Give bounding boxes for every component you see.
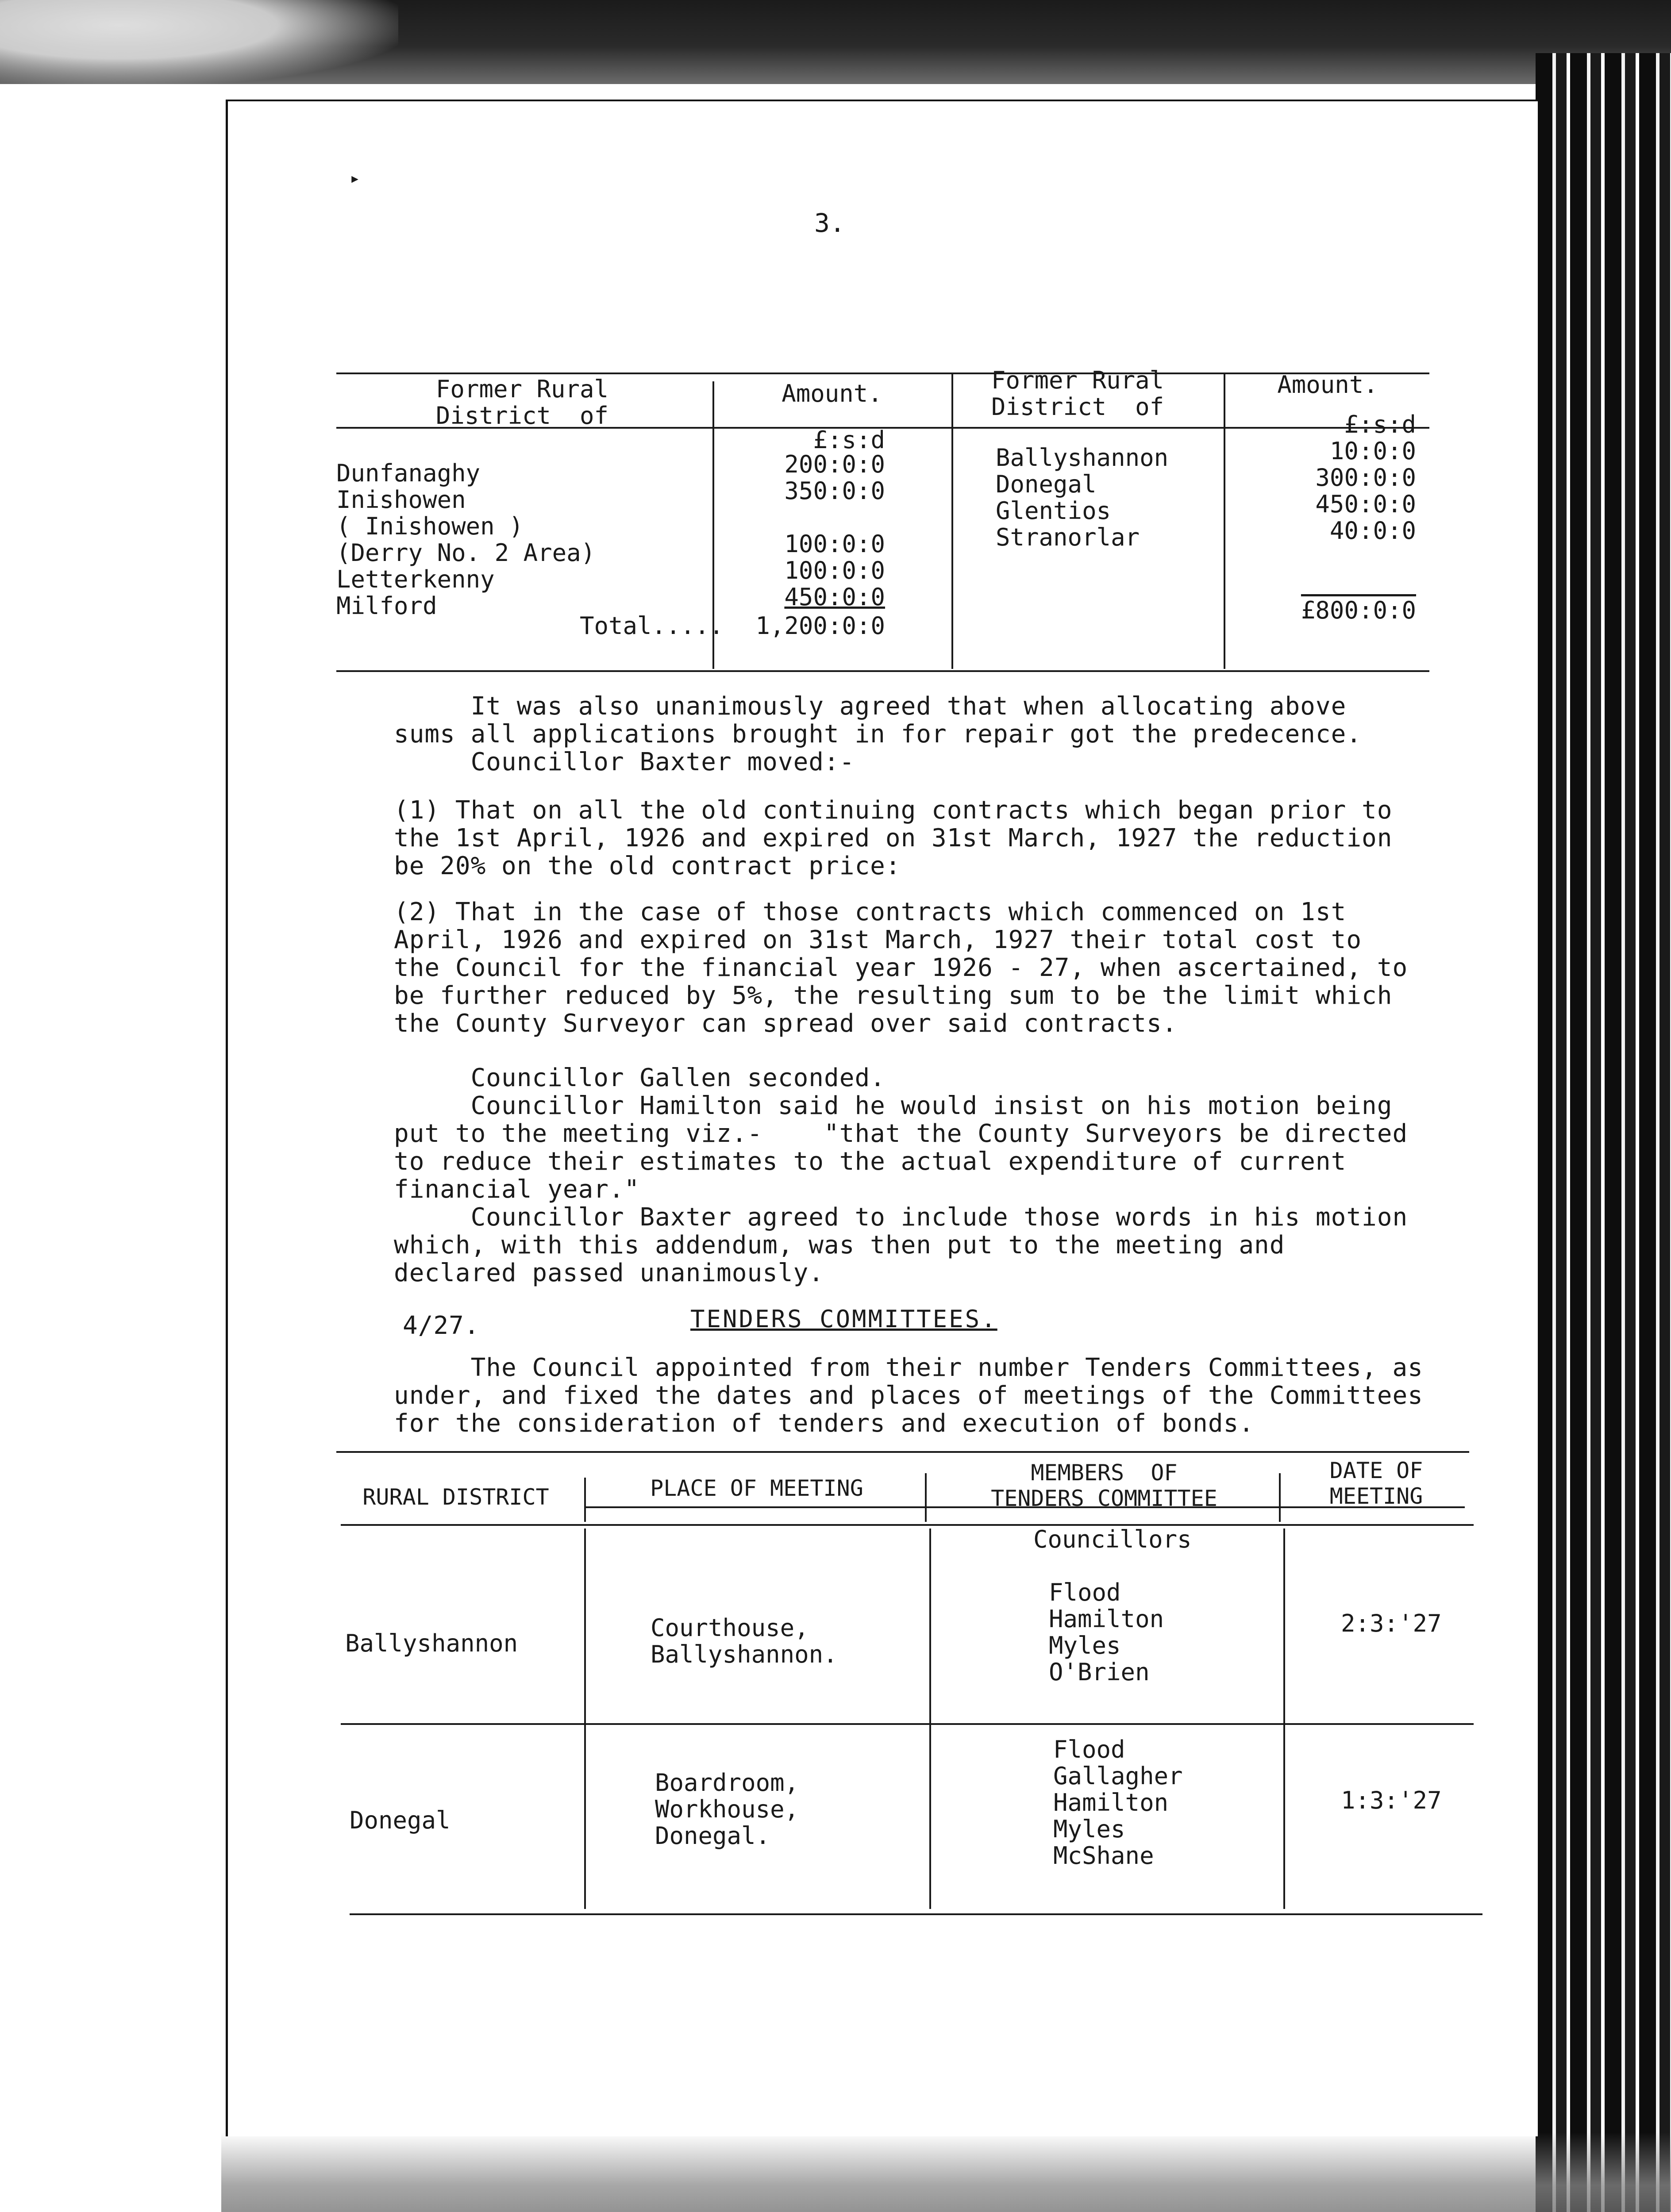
header-date-of-meeting: DATE OF MEETING <box>1329 1458 1423 1509</box>
header-rural-district: RURAL DISTRICT <box>362 1484 549 1510</box>
district-name: Stranorlar <box>996 523 1140 551</box>
column-divider <box>1279 1473 1281 1522</box>
column-divider <box>951 373 953 669</box>
row-place: Boardroom, Workhouse, Donegal. <box>655 1769 799 1850</box>
amount-value: 100:0:0 <box>784 557 885 584</box>
councillors-subheader: Councillors <box>1033 1525 1192 1553</box>
table-header-rule <box>341 1524 1474 1526</box>
section-title: TENDERS COMMITTEES. <box>690 1305 997 1333</box>
page-number: 3. <box>814 208 845 238</box>
header-amount: Amount. <box>1277 371 1378 399</box>
total-value: 1,200:0:0 <box>755 612 885 640</box>
column-divider <box>584 1528 586 1909</box>
row-members: Flood Gallagher Hamilton Myles McShane <box>1053 1736 1183 1870</box>
amount-value: 350:0:0 <box>784 477 885 505</box>
motion-item-1: (1) That on all the old continuing contracts which began prior to the 1st April, 1926 and expired on 31st March, 1927 the reduction be 20% on the old contract price: <box>394 796 1393 880</box>
header-amount: Amount. <box>782 380 882 407</box>
total-value: £800:0:0 <box>1301 596 1416 624</box>
amount-value: 450:0:0 <box>784 583 885 611</box>
district-name: ( Inishowen ) <box>336 512 524 540</box>
column-divider <box>1224 373 1225 669</box>
district-name: Glentios <box>996 497 1111 525</box>
district-name: Inishowen <box>336 486 466 514</box>
scan-page-stack-edge <box>1536 53 1671 2212</box>
table-bottom-rule <box>336 670 1429 672</box>
row-divider <box>341 1723 1474 1725</box>
unit-label: £:s:d <box>1344 411 1416 438</box>
column-divider <box>929 1528 931 1909</box>
district-name: (Derry No. 2 Area) <box>336 539 596 567</box>
margin-mark: ▸ <box>350 168 361 188</box>
motion-item-2: (2) That in the case of those contracts which commenced on 1st April, 1926 and expired on 31st March, 1927 their total cost to the Council for the financial year 1926 - 27, when ascertained, to be further reduced by 5%, the resulting sum to be the limit which the County Surveyor can spread over said contracts. <box>394 898 1408 1038</box>
column-divider <box>925 1473 927 1522</box>
district-name: Letterkenny <box>336 565 495 593</box>
row-date: 2:3:'27 <box>1341 1609 1442 1637</box>
row-date: 1:3:'27 <box>1341 1786 1442 1814</box>
district-name: Donegal <box>996 470 1097 498</box>
district-name: Ballyshannon <box>996 444 1169 472</box>
amount-value: 10:0:0 <box>1329 437 1416 465</box>
table-top-rule <box>336 1451 1469 1453</box>
column-divider <box>1283 1528 1285 1909</box>
unit-label: £:s:d <box>813 426 885 454</box>
paragraph: It was also unanimously agreed that when allocating above sums all applications brought in for repair got the predecence. Councillor Baxter moved:- <box>394 692 1362 776</box>
row-place: Courthouse, Ballyshannon. <box>651 1614 838 1668</box>
row-district: Donegal <box>350 1806 450 1834</box>
row-members: Flood Hamilton Myles O'Brien <box>1049 1578 1164 1686</box>
header-place-of-meeting: PLACE OF MEETING <box>650 1475 863 1501</box>
section-intro: The Council appointed from their number Tenders Committees, as under, and fixed the dates and places of meetings of the Committees for the consideration of tenders and execution of bonds. <box>394 1353 1423 1438</box>
section-number: 4/27. <box>403 1311 480 1340</box>
amount-value: 300:0:0 <box>1315 464 1416 492</box>
scan-bottom-edge <box>221 2132 1671 2212</box>
scan-top-edge <box>0 0 1671 84</box>
district-name: Milford <box>336 592 437 620</box>
district-name: Dunfanaghy <box>336 459 481 487</box>
header-former-rural-district: Former Rural District of <box>991 366 1164 421</box>
row-district: Ballyshannon <box>345 1629 518 1657</box>
amount-value: 40:0:0 <box>1329 517 1416 545</box>
column-divider <box>584 1478 586 1522</box>
total-label: Total..... <box>580 612 724 640</box>
table-bottom-rule <box>350 1913 1482 1915</box>
amount-value: 200:0:0 <box>784 450 885 478</box>
header-members: MEMBERS OF TENDERS COMMITTEE <box>991 1460 1217 1511</box>
paragraph: Councillor Gallen seconded. Councillor Hamilton said he would insist on his motion being put to the meeting viz.- "that the County Surveyors be directed to reduce their estimates to the actual expenditure of current financial year." Councillor Baxter agreed to include those words in his motion which, with this addendum, was then put to the meeting and declared passed unanimously. <box>394 1064 1408 1287</box>
amount-value: 100:0:0 <box>784 530 885 558</box>
header-former-rural-district: Former Rural District of <box>435 375 609 430</box>
amount-value: 450:0:0 <box>1315 490 1416 518</box>
